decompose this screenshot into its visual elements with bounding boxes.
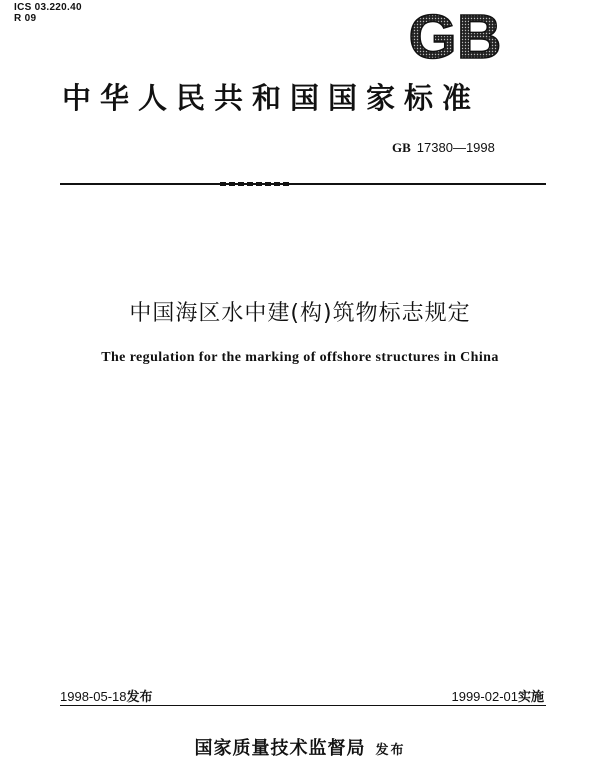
- standard-number-prefix: GB: [392, 140, 411, 155]
- standard-number-value: 17380—1998: [416, 140, 495, 155]
- implementation-date-label: 实施: [517, 690, 544, 705]
- issue-date-value: 1998-05-18: [60, 689, 127, 704]
- authority-name: 国家质量技术监督局: [194, 738, 366, 759]
- authority-issue-label: 发布: [375, 743, 406, 758]
- standard-category-title: 中华人民共和国国家标准: [62, 81, 481, 115]
- document-title-zh: 中国海区水中建(构)筑物标志规定: [129, 301, 471, 326]
- implementation-date-value: 1999-02-01: [451, 689, 518, 704]
- ics-code: ICS 03.220.40: [14, 2, 82, 13]
- issue-date: [60, 686, 153, 705]
- ccs-code: R 09: [14, 13, 37, 24]
- issue-date-label: 发布: [126, 690, 153, 705]
- document-title-en: The regulation for the marking of offshore structures in China: [101, 350, 499, 365]
- classification-codes: [14, 2, 82, 24]
- gb-logo: [398, 8, 512, 66]
- implementation-date: [451, 686, 544, 705]
- footer-divider: [60, 705, 546, 706]
- gb-logo-text: GB: [408, 8, 502, 66]
- header-divider: [60, 183, 546, 185]
- issuing-authority: [0, 734, 600, 760]
- standard-number: [392, 140, 495, 156]
